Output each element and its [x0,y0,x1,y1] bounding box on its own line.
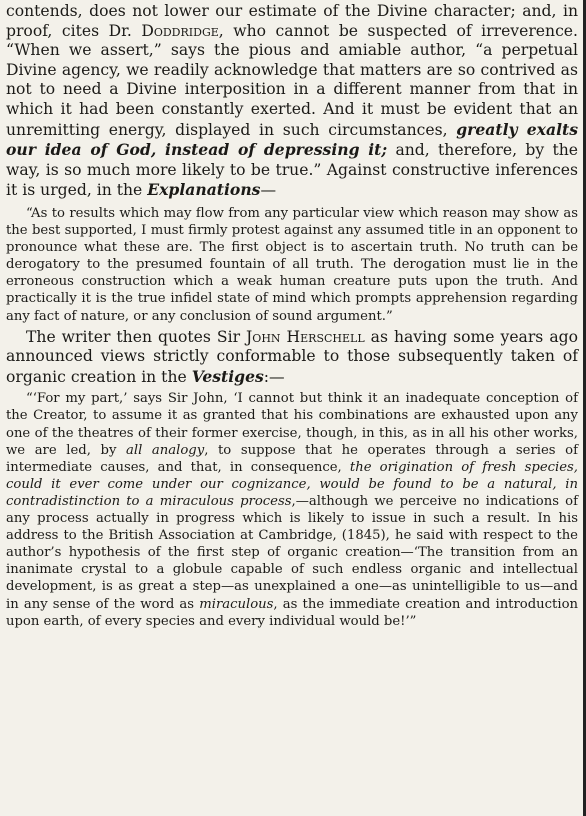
text: — [260,181,277,200]
quote-explanations: “As to results which may flow from any particular view which reason may show as the best supported, I must firmly protest against any assumed title in an opponent to pronounce what these are. The first object is to ascertain truth. No truth can be derogatory to the presumed fountain of all truth. The derogation must lie in the erroneous construction which a weak human creature puts upon the truth. And practically it is the true infidel state of mind which prompts apprehension regarding any fact of nature, or any conclusion of sound argument.” [6,205,578,324]
title-vestiges: Vestiges [191,366,264,386]
title-explanations: Explanations [147,180,261,200]
italic-origination: the origination of fresh species, could it ever come under our cognizance, would be found to be a natural, in contradistinction to a miraculous process [6,459,578,509]
italic-emphasis: greatly exalts our idea of God, instead of depressing it; [6,119,578,160]
text: contends, does not lower our estimate of the Divine character; and, in proof, cites Dr. [6,2,578,40]
name-herschell: John Herschell [246,327,365,346]
quote-herschell [6,390,578,629]
text: , as the immediate creation and introduction upon earth, of every species and every individual would be!’” [6,596,578,629]
italic-miraculous: miraculous [199,596,274,612]
text: “‘For my part,’ says Sir John, ‘I cannot but think it an inadequate conception of the Creator, to assume it as granted that his combinations are exhausted upon any one of the theatres of their former exercise, though, in this, as in all his other works, we are led, by [6,391,578,458]
text: ,—although we perceive no indications of any process actually in progress which is likely to issue in such a result. In his address to the British Association at Cambridge, (1845), he said with respect to the author’s hypothesis of the first step of organic creation—‘The transition from an inanimate crystal to a globule capable of such endless organic and intellectual development, is as great a step—as unexplained a one—as unintelligible to us—and in any sense of the word as [6,493,578,612]
paragraph-herschell [6,328,578,388]
text: as having some years ago announced views strictly conformable to those subsequently taken of organic creation in the [6,327,578,386]
paragraph-doddridge [6,0,578,201]
text: and, therefore, by the way, is so much more likely to be true.” Against constructive inferences it is urged, in the [6,141,578,200]
text: , who cannot be suspected of irreverence. “When we assert,” says the pious and amiable author, “a perpetual Divine agency, we readily acknowledge that matters are so contrived as not to need a Divine interposition in a different manner from that in which it had been constantly exerted. And it must be evident that an unremitting energy, displayed in such circumstances, [6,21,578,139]
name-doddridge: Doddridge [141,21,219,40]
text: , to suppose that he operates through a series of intermediate causes, and that, in consequence, [6,442,578,475]
italic-all-analogy: all analogy [126,442,205,458]
text: The writer then quotes Sir [26,327,247,346]
text: :— [263,367,285,386]
